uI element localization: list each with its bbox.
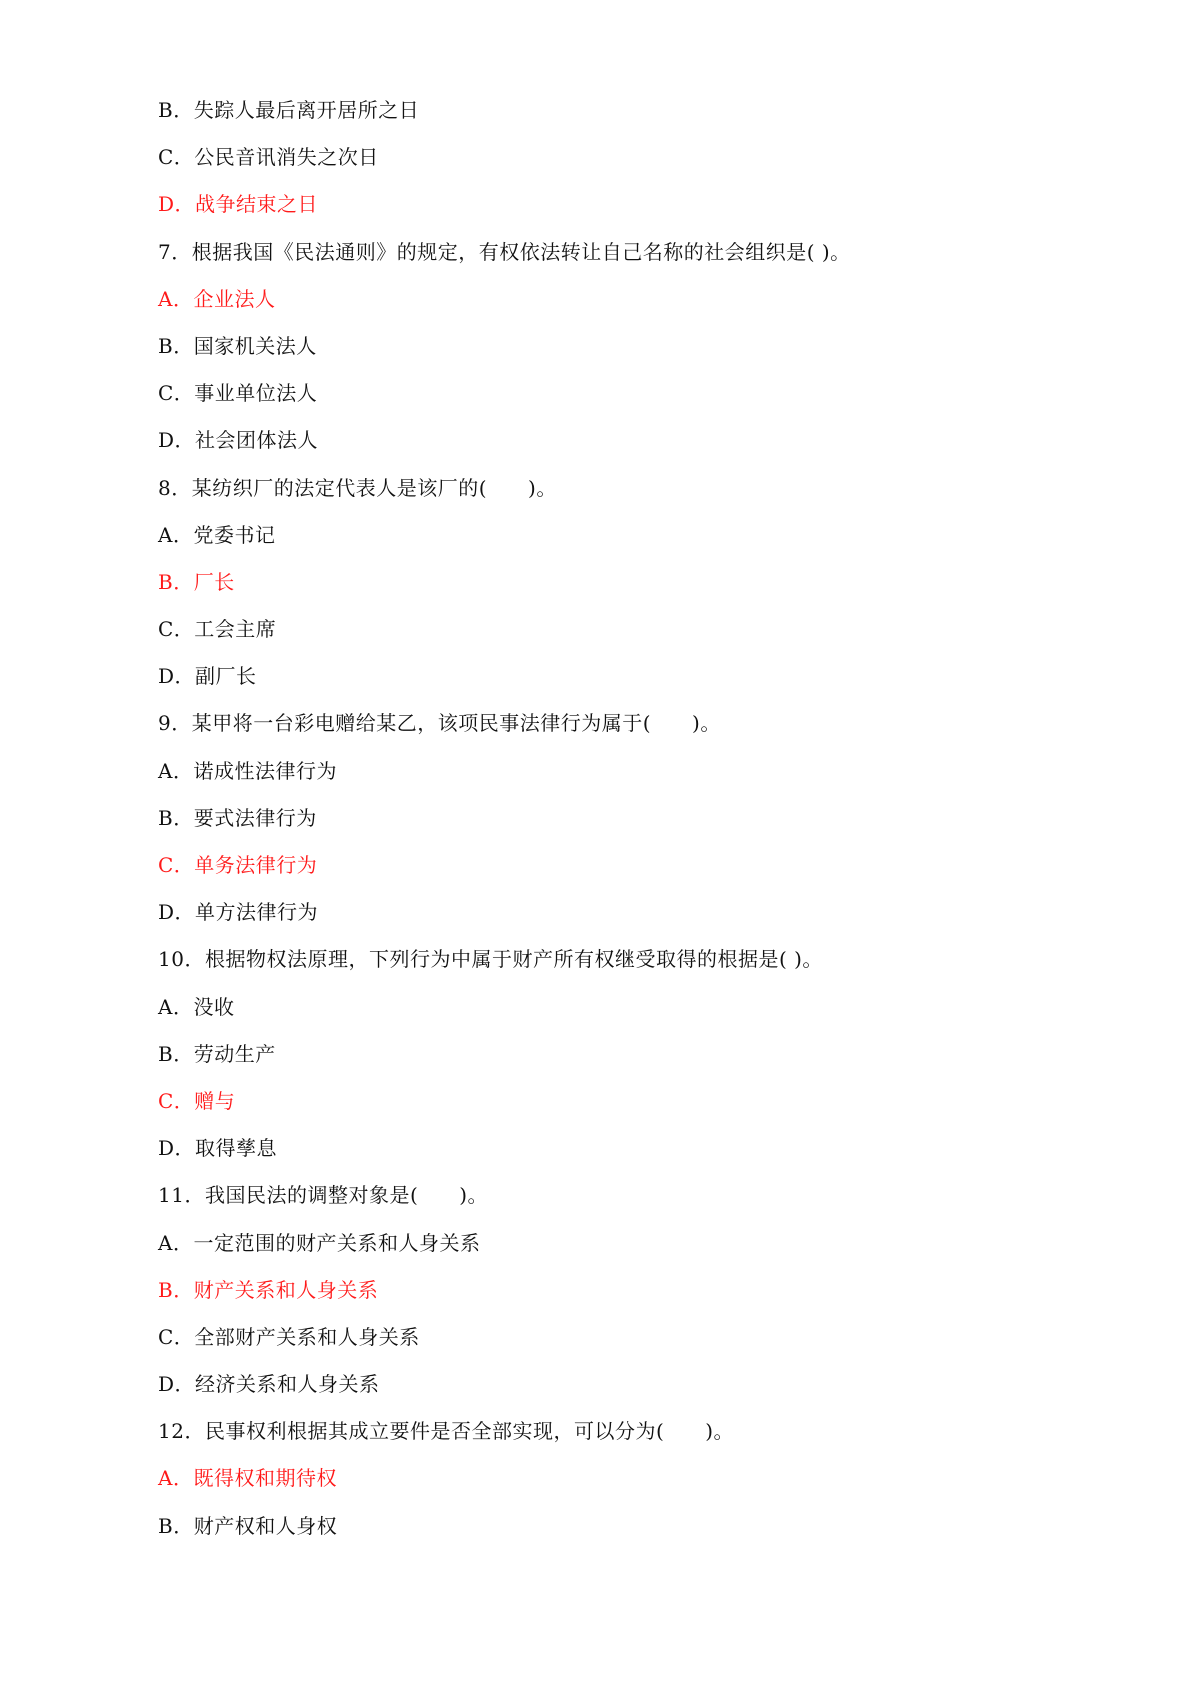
answer-option-a-line: A．既得权和期待权 <box>158 1466 337 1491</box>
option-b-line: B．要式法律行为 <box>158 805 317 830</box>
option-d-line: D．经济关系和人身关系 <box>158 1372 380 1397</box>
option-b-line: B．劳动生产 <box>158 1041 276 1066</box>
option-c-line: C．公民音讯消失之次日 <box>158 145 379 170</box>
question-line: 9．某甲将一台彩电赠给某乙，该项民事法律行为属于( )。 <box>158 711 721 736</box>
option-c-line: C．事业单位法人 <box>158 381 318 406</box>
question-line: 10．根据物权法原理，下列行为中属于财产所有权继受取得的根据是( )。 <box>158 947 823 972</box>
answer-option-c-line: C．赠与 <box>158 1088 236 1113</box>
option-d-line: D．取得孳息 <box>158 1136 278 1161</box>
option-c-line: C．工会主席 <box>158 617 277 642</box>
option-b-line: B．国家机关法人 <box>158 333 317 358</box>
option-a-line: A．一定范围的财产关系和人身关系 <box>158 1230 481 1255</box>
question-line: 11．我国民法的调整对象是( )。 <box>158 1183 489 1208</box>
answer-option-d-line: D．战争结束之日 <box>158 192 319 217</box>
question-line: 8．某纺织厂的法定代表人是该厂的( )。 <box>158 475 557 500</box>
option-b-line: B．财产权和人身权 <box>158 1513 338 1538</box>
option-d-line: D．副厂长 <box>158 664 257 689</box>
answer-option-b-line: B．财产关系和人身关系 <box>158 1277 379 1302</box>
answer-option-a-line: A．企业法人 <box>158 286 276 311</box>
option-c-line: C．全部财产关系和人身关系 <box>158 1324 420 1349</box>
option-a-line: A．诺成性法律行为 <box>158 758 337 783</box>
option-a-line: A．没收 <box>158 994 235 1019</box>
question-line: 7．根据我国《民法通则》的规定，有权依法转让自己名称的社会组织是( )。 <box>158 239 851 264</box>
option-a-line: A．党委书记 <box>158 522 276 547</box>
answer-option-c-line: C．单务法律行为 <box>158 853 318 877</box>
option-b-line: B．失踪人最后离开居所之日 <box>158 98 420 122</box>
document-body <box>158 90 1118 1553</box>
option-d-line: D．社会团体法人 <box>158 428 319 453</box>
answer-option-b-line: B．厂长 <box>158 569 235 594</box>
option-d-line: D．单方法律行为 <box>158 900 319 925</box>
question-line: 12．民事权利根据其成立要件是否全部实现，可以分为( )。 <box>158 1419 735 1444</box>
